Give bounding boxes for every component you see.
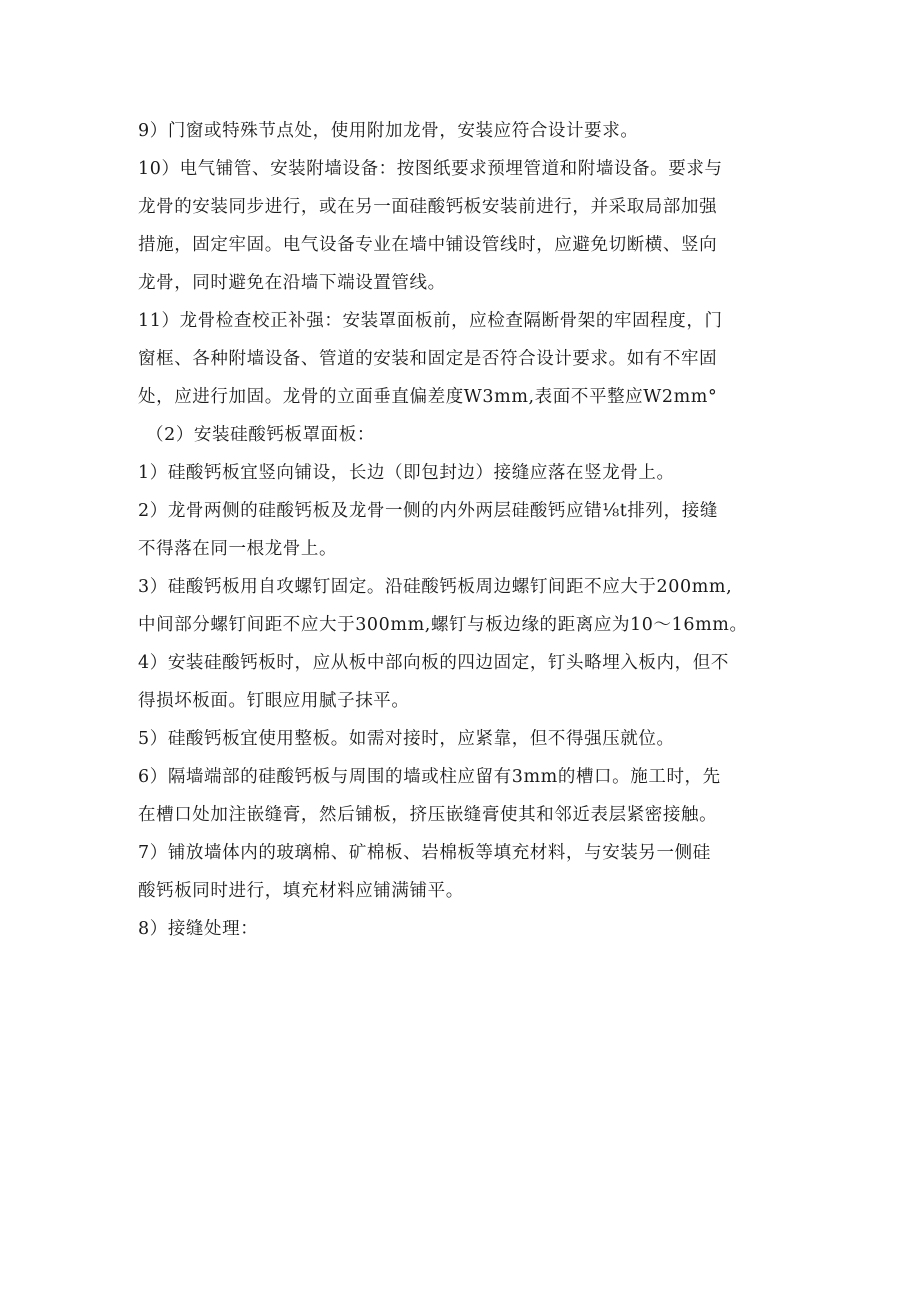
text-line: 龙骨的安装同步进行，或在另一面硅酸钙板安装前进行，并采取局部加强 [138, 197, 718, 217]
text-line: 11）龙骨检查校正补强：安装罩面板前，应检查隔断骨架的牢固程度，门 [138, 311, 723, 331]
text-line: 处，应进行加固。龙骨的立面垂直偏差度W3mm,表面不平整应W2mm° [138, 387, 718, 407]
text-line: 龙骨，同时避免在沿墙下端设置管线。 [138, 273, 446, 293]
text-line: 2）龙骨两侧的硅酸钙板及龙骨一侧的内外两层硅酸钙应错⅛t排列，接缝 [138, 501, 718, 521]
text-line: 3）硅酸钙板用自攻螺钉固定。沿硅酸钙板周边螺钉间距不应大于200mm, [138, 577, 733, 597]
text-line: 4）安装硅酸钙板时，应从板中部向板的四边固定，钉头略埋入板内，但不 [138, 653, 729, 673]
text-line: 措施，固定牢固。电气设备专业在墙中铺设管线时，应避免切断横、竖向 [138, 235, 718, 255]
text-line: 在槽口处加注嵌缝膏，然后铺板，挤压嵌缝膏使其和邻近表层紧密接触。 [138, 805, 718, 825]
text-line: 8）接缝处理： [138, 919, 259, 939]
text-line: 6）隔墙端部的硅酸钙板与周围的墙或柱应留有3mm的槽口。施工时，先 [138, 767, 721, 787]
text-line: 7）铺放墙体内的玻璃棉、矿棉板、岩棉板等填充材料，与安装另一侧硅 [138, 843, 711, 863]
text-line: 中间部分螺钉间距不应大于300mm,螺钉与板边缘的距离应为10～16mm。 [138, 615, 748, 635]
section-heading: （2）安装硅酸钙板罩面板： [146, 425, 375, 445]
text-line: 1）硅酸钙板宜竖向铺设，长边（即包封边）接缝应落在竖龙骨上。 [138, 463, 675, 483]
text-line: 酸钙板同时进行，填充材料应铺满铺平。 [138, 881, 464, 901]
text-line: 不得落在同一根龙骨上。 [138, 539, 338, 559]
text-line: 5）硅酸钙板宜使用整板。如需对接时，应紧靠，但不得强压就位。 [138, 729, 675, 749]
text-line: 9）门窗或特殊节点处，使用附加龙骨，安装应符合设计要求。 [138, 121, 639, 141]
document-body [138, 112, 788, 948]
text-line: 10）电气铺管、安装附墙设备：按图纸要求预埋管道和附墙设备。要求与 [138, 159, 723, 179]
text-line: 窗框、各种附墙设备、管道的安装和固定是否符合设计要求。如有不牢固 [138, 349, 718, 369]
text-line: 得损坏板面。钉眼应用腻子抹平。 [138, 691, 410, 711]
